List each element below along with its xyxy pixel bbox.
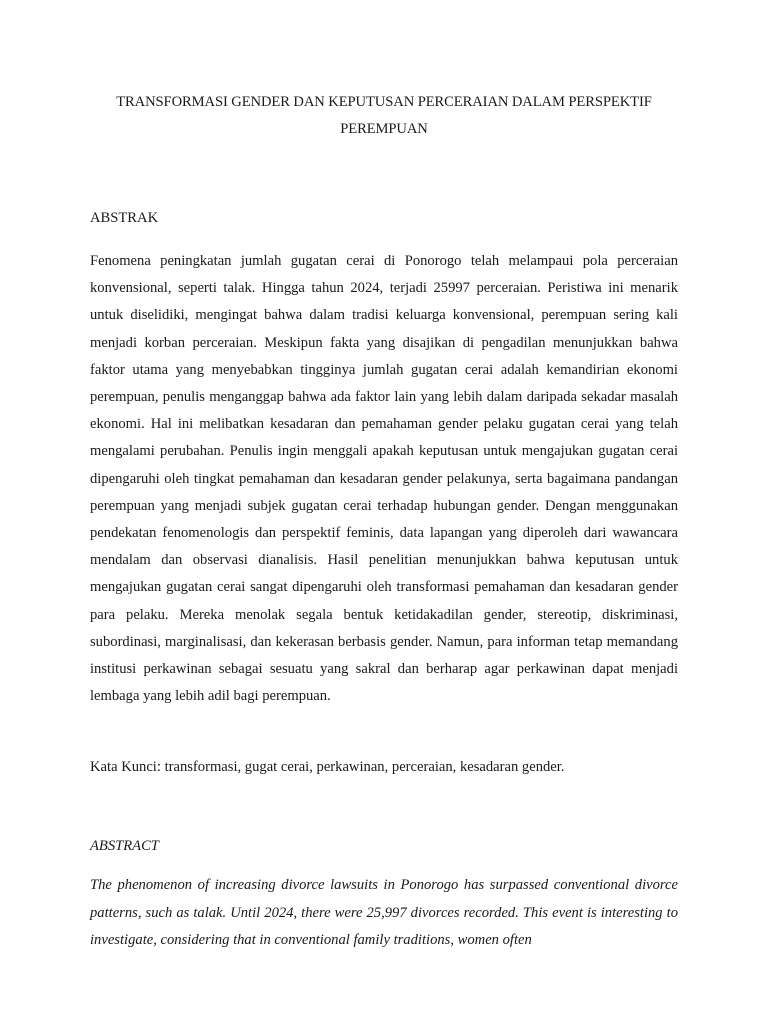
paper-title: TRANSFORMASI GENDER DAN KEPUTUSAN PERCERAIAN DALAM PERSPEKTIF PEREMPUAN bbox=[116, 94, 652, 137]
keywords-line: Kata Kunci: transformasi, gugat cerai, perkawinan, perceraian, kesadaran gender. bbox=[90, 759, 565, 776]
abstract-paragraph: The phenomenon of increasing divorce lawsuits in Ponorogo has surpassed conventional divorce patterns, such as talak. Until 2024, there were 25,997 divorces recorded. This event is interesting to investigate, considering that in conventional family traditions, women often bbox=[90, 877, 678, 948]
abstrak-paragraph: Fenomena peningkatan jumlah gugatan cerai di Ponorogo telah melampaui pola perceraian konvensional, seperti talak. Hingga tahun 2024, terjadi 25997 perceraian. Peristiwa ini menarik untuk diselidiki, mengingat bahwa dalam tradisi keluarga konvensional, perempuan sering kali menjadi korban perceraian. Meskipun fakta yang disajikan di pengadilan menunjukkan bahwa faktor utama yang menyebabkan tingginya jumlah gugatan cerai adalah kemandirian ekonomi perempuan, penulis menganggap bahwa ada faktor lain yang lebih dalam daripada sekadar masalah ekonomi. Hal ini melibatkan kesadaran dan pemahaman gender pelaku gugatan cerai yang telah mengalami perubahan. Penulis ingin menggali apakah keputusan untuk mengajukan gugatan cerai dipengaruhi oleh tingkat pemahaman dan kesadaran gender pelakunya, serta bagaimana pandangan perempuan yang menjadi subjek gugatan cerai terhadap hubungan gender. Dengan menggunakan pendekatan fenomenologis dan perspektif feminis, data lapangan yang diperoleh dari wawancara mendalam dan observasi dianalisis. Hasil penelitian menunjukkan bahwa keputusan untuk mengajukan gugatan cerai sangat dipengaruhi oleh transformasi pemahaman dan kesadaran gender para pelaku. Mereka menolak segala bentuk ketidakadilan gender, stereotip, diskriminasi, subordinasi, marginalisasi, dan kekerasan berbasis gender. Namun, para informan tetap memandang institusi perkawinan sebagai sesuatu yang sakral dan berharap agar perkawinan dapat menjadi lembaga yang lebih adil bagi perempuan. bbox=[90, 253, 678, 705]
abstrak-heading: ABSTRAK bbox=[90, 210, 159, 226]
abstract-heading: ABSTRACT bbox=[90, 838, 159, 855]
